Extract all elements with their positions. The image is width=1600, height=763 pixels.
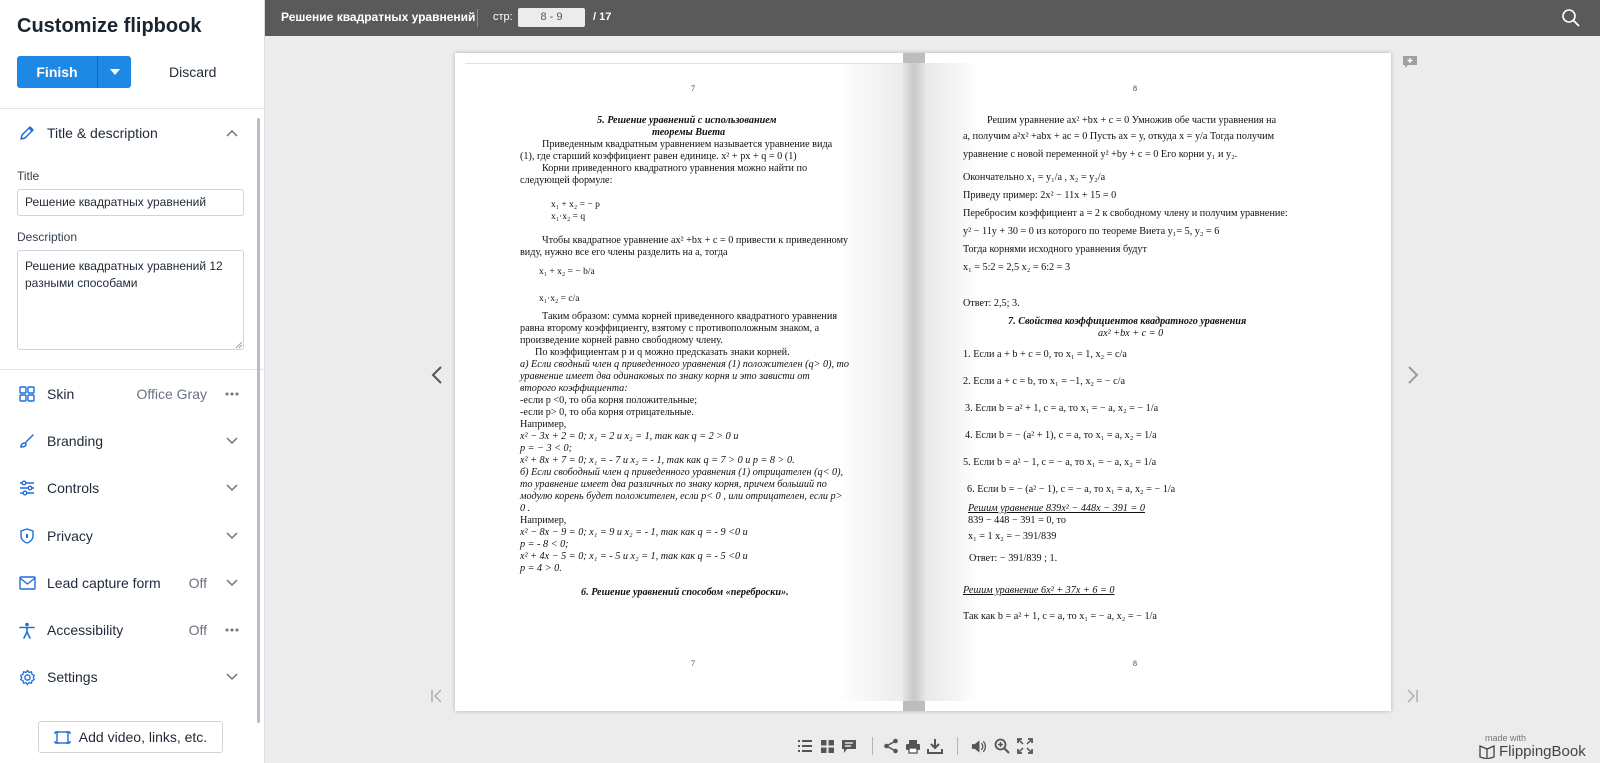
chevron-left-icon <box>431 365 443 385</box>
page-text-line: а) Если сводный член q приведенного уравнения (1) положителен (q> 0), то <box>520 359 850 370</box>
page-text-line: Ответ: − 391/839 ; 1. <box>969 553 1058 564</box>
print-icon <box>905 739 921 754</box>
condition-prefix: 3. Если <box>965 403 1000 414</box>
condition-prefix: 4. Если <box>965 430 1000 441</box>
divider <box>957 737 958 755</box>
condition-link[interactable]: a + b + c = 0 <box>997 349 1049 360</box>
section-lead-capture[interactable] <box>0 563 257 603</box>
list-icon <box>797 739 813 753</box>
page-heading: 6. Решение уравнений способом «переброски». <box>581 587 789 598</box>
more-options-icon[interactable] <box>224 622 240 638</box>
last-page-icon <box>1406 689 1418 703</box>
notes-button[interactable] <box>841 738 857 754</box>
page-text-line: y² − 11y + 30 = 0 из которого по теореме Виета y₁= 5, y₂ = 6 <box>963 226 1220 237</box>
condition-result: , то x₁ = a, x₂ = − 1/a <box>1088 484 1176 495</box>
previous-page-button[interactable] <box>427 360 447 390</box>
chevron-up-icon <box>224 125 240 141</box>
zoom-button[interactable] <box>994 738 1010 754</box>
section-value: Office Gray <box>136 386 207 402</box>
formula-line: x₁ + x₂ = − b/a <box>539 267 595 277</box>
page-number-input[interactable]: 8 - 9 <box>518 8 585 27</box>
condition-prefix: 2. Если <box>963 376 998 387</box>
page-text-line <box>963 611 1157 623</box>
title-field-label: Title <box>17 169 40 183</box>
section-label: Controls <box>47 480 100 496</box>
formula-line: ax² +bx + c = 0 <box>1098 328 1164 339</box>
section-branding[interactable] <box>0 421 257 461</box>
condition-prefix: 1. Если <box>963 349 998 360</box>
thumbnails-icon <box>820 739 835 754</box>
section-controls[interactable] <box>0 468 257 508</box>
chevron-down-icon <box>224 433 240 449</box>
section-label: Accessibility <box>47 622 124 638</box>
sidebar-scrollbar[interactable] <box>257 118 260 723</box>
finish-button[interactable]: Finish <box>17 56 97 88</box>
title-input[interactable]: Решение квадратных уравнений <box>17 189 244 216</box>
condition-prefix: Так как <box>963 611 998 622</box>
divider <box>0 369 264 370</box>
first-page-button[interactable] <box>430 688 444 704</box>
page-text-line: Приведу пример: 2x² − 11x + 15 = 0 <box>963 190 1117 201</box>
page-text-line <box>965 403 1158 415</box>
section-label: Skin <box>47 386 75 402</box>
shield-icon <box>18 527 36 545</box>
page-text-line: а, получим a²x² +abx + ac = 0 Пусть ах = у, откуда x = y/a Тогда получим <box>963 131 1275 142</box>
description-field-label: Description <box>17 230 78 244</box>
page-text-line: Решим уравнение ax² +bx + c = 0 Умножив обе части уравнения на <box>987 115 1277 126</box>
section-label: Lead capture form <box>47 575 161 591</box>
page-text-line: x² + 8x + 7 = 0; x₁ = - 7 и x₂ = - 1, так как q = 7 > 0 и p = 8 > 0. <box>520 455 795 466</box>
condition-prefix: 5. Если <box>963 457 998 468</box>
search-icon[interactable] <box>1561 8 1580 27</box>
brand-name: FlippingBook <box>1499 743 1586 760</box>
condition-link[interactable]: b = a² + 1, c = a <box>999 403 1064 414</box>
brush-icon <box>18 432 36 450</box>
condition-link[interactable]: b = − (a² + 1), c = a <box>999 430 1079 441</box>
page-text-line: По коэффициентам p и q можно предсказать знаки корней. <box>535 347 790 358</box>
fullscreen-button[interactable] <box>1017 738 1033 754</box>
page-text-line: p = − 3 < 0; <box>520 443 573 454</box>
condition-link[interactable]: b = − (a² − 1), c = − a <box>1001 484 1089 495</box>
page-text-line: p = 4 > 0. <box>520 563 562 574</box>
divider <box>872 737 873 755</box>
page-text-line: Например, <box>520 515 567 526</box>
condition-link[interactable]: b = a² − 1, c = − a <box>997 457 1070 468</box>
page-total: / 17 <box>593 11 612 23</box>
page-text-line <box>963 457 1156 469</box>
section-value: Off <box>188 575 207 591</box>
document-title: Решение квадратных уравнений <box>281 10 476 24</box>
next-page-button[interactable] <box>1403 360 1423 390</box>
download-button[interactable] <box>927 738 943 754</box>
page-text-line: произведение корней равно свободному члену. <box>520 335 723 346</box>
section-label: Privacy <box>47 528 93 544</box>
page-text-line: (1), где старший коэффициент равен единице. x² + px + q = 0 (1) <box>520 151 797 162</box>
finish-dropdown-button[interactable] <box>97 56 131 88</box>
flippingbook-logo[interactable] <box>1479 743 1586 760</box>
chevron-right-icon <box>1407 365 1419 385</box>
page-text-line: Решим уравнение 839x² − 448x − 391 = 0 <box>968 503 1145 514</box>
formula-line: x₁·x₂ = q <box>551 212 586 222</box>
table-of-contents-button[interactable] <box>797 738 813 754</box>
grid-icon <box>18 385 36 403</box>
condition-prefix: 6. Если <box>967 484 1002 495</box>
first-page-icon <box>431 689 443 703</box>
book-spine <box>903 53 925 711</box>
page-text-line: уравнение имеет два одинаковых по знаку корня и это зависти от <box>520 371 810 382</box>
section-label: Branding <box>47 433 104 449</box>
gear-icon <box>18 668 36 686</box>
chevron-down-icon <box>224 669 240 685</box>
page-text-line: 839 − 448 − 391 = 0, то <box>968 515 1066 526</box>
page-text-line: то уравнение имеет два различных по знаку корня, причем больший по <box>520 479 827 490</box>
page-text-line <box>963 376 1125 388</box>
page-text-line: x² + 4x − 5 = 0; x₁ = - 5 и x₂ = 1, так как q = - 5 <0 и <box>520 551 748 562</box>
section-accessibility[interactable] <box>0 610 257 650</box>
accessibility-icon <box>18 621 36 639</box>
customize-sidebar <box>0 0 265 763</box>
condition-result: , то x₁ = a, x₂ = 1/a <box>1078 430 1157 441</box>
chevron-down-icon <box>224 528 240 544</box>
condition-link[interactable]: a + c = b <box>997 376 1033 387</box>
mail-icon <box>18 574 36 592</box>
flipbook-spread[interactable] <box>455 53 1391 711</box>
page-text-line: модулю корень будет положителен, если p< 0 , или отрицателен, если p> <box>520 491 843 502</box>
add-video-links-button[interactable] <box>38 721 223 753</box>
page-text-line: Перебросим коэффициент а = 2 к свободному члену и получим уравнение: <box>963 208 1288 219</box>
zoom-in-icon <box>994 738 1010 754</box>
page-text-line: второго коэффициента: <box>520 383 628 394</box>
made-with-label: made with <box>1485 733 1527 743</box>
flippingbook-logo-icon <box>1479 745 1495 759</box>
page-text-line <box>963 349 1127 361</box>
page-text-line: 0 . <box>520 503 531 514</box>
add-bookmark-icon[interactable] <box>1402 55 1418 69</box>
caret-down-icon <box>110 69 120 75</box>
condition-text: b = a² + 1, c = a <box>997 611 1063 622</box>
speaker-icon <box>971 739 987 754</box>
fullscreen-icon <box>1017 738 1033 754</box>
page-text-line: уравнение с новой переменной y² +by + c = 0 Его корни y₁ и y₂. <box>963 149 1238 160</box>
sliders-icon <box>18 479 36 497</box>
chevron-down-icon <box>224 575 240 591</box>
share-button[interactable] <box>883 738 899 754</box>
page-text-line: Решим уравнение 6x² + 37x + 6 = 0 <box>963 585 1115 596</box>
page-text-line: Чтобы квадратное уравнение ax² +bx + c = 0 привести к приведенному <box>542 235 849 246</box>
page-text-line: -если p> 0, то оба корня отрицательные. <box>520 407 694 418</box>
book-spine <box>903 53 925 63</box>
page-text-line: б) Если свободный член q приведенного уравнения (1) отрицателен (q< 0), <box>520 467 844 478</box>
page-text-line: x₁ = 5:2 = 2,5 x₂ = 6:2 = 3 <box>963 262 1071 273</box>
book-spine <box>903 701 925 711</box>
divider <box>477 9 478 27</box>
condition-result: , то x₁ = − a, x₂ = − 1/a <box>1062 611 1157 622</box>
print-button[interactable] <box>905 738 921 754</box>
divider <box>0 108 264 109</box>
finish-button-group <box>17 56 131 88</box>
page-text-line: Таким образом: сумма корней приведенного квадратного уравнения <box>542 311 838 322</box>
thumbnails-button[interactable] <box>819 738 835 754</box>
page-text-line: x² − 3x + 2 = 0; x₁ = 2 и x₂ = 1, так как q = 2 > 0 и <box>520 431 739 442</box>
page-text-line: Корни приведенного квадратного уравнения можно найти по <box>542 163 808 174</box>
page-text-line: виду, нужно все его члены разделить на a, тогда <box>520 247 728 258</box>
section-settings[interactable] <box>0 657 257 697</box>
sidebar-title: Customize flipbook <box>17 15 202 37</box>
page-number: 7 <box>691 659 695 668</box>
discard-button[interactable]: Discard <box>169 64 217 80</box>
page-number: 7 <box>691 84 695 93</box>
section-label: Title & description <box>47 125 158 141</box>
page-text-line: Например, <box>520 419 567 430</box>
page-number: 8 <box>1133 84 1137 93</box>
page-text-line <box>967 484 1175 496</box>
page-text-line: следующей формуле: <box>520 175 613 186</box>
formula-line: x₁·x₂ = c/a <box>539 294 580 304</box>
formula-line: x₁ + x₂ = − p <box>551 200 600 210</box>
condition-result: , то x₁ = − a, x₂ = − 1/a <box>1063 403 1159 414</box>
page-text-line: x² − 8x − 9 = 0; x₁ = 9 и x₂ = - 1, так как q = - 9 <0 и <box>520 527 748 538</box>
sound-button[interactable] <box>971 738 987 754</box>
page-text-line: -если p <0, то оба корня положительные; <box>520 395 698 406</box>
section-value: Off <box>188 622 207 638</box>
more-options-icon[interactable] <box>224 386 240 402</box>
add-button-label: Add video, links, etc. <box>78 729 208 745</box>
flipbook-viewer <box>265 0 1600 763</box>
page-text-line <box>965 430 1157 442</box>
section-title-description[interactable] <box>0 113 257 153</box>
condition-result: , то x₁ = 1, x₂ = c/a <box>1048 349 1127 360</box>
section-privacy[interactable] <box>0 516 257 556</box>
page-label: стр: <box>493 11 513 23</box>
notes-icon <box>841 739 857 754</box>
page-text-line: p = - 8 < 0; <box>520 539 569 550</box>
page-text-line: x₁ = 1 x₂ = − 391/839 <box>968 531 1057 542</box>
viewer-topbar <box>265 0 1600 36</box>
page-text-line: Ответ: 2,5; 3. <box>963 298 1020 309</box>
add-media-icon <box>54 729 71 746</box>
page-number: 8 <box>1133 659 1137 668</box>
page-heading: 7. Свойства коэффициентов квадратного уравнения <box>1008 316 1247 327</box>
last-page-button[interactable] <box>1405 688 1419 704</box>
page-text-line: Приведенным квадратным уравнением называется уравнение вида <box>542 139 833 150</box>
page-text-line: Окончательно x₁ = y₁/a , x₂ = y₂/a <box>963 172 1106 183</box>
section-label: Settings <box>47 669 98 685</box>
page-text-line: равна второму коэффициенту, взятому с противоположным знаком, а <box>520 323 820 334</box>
download-icon <box>927 738 943 754</box>
section-skin[interactable] <box>0 374 257 414</box>
pencil-icon <box>18 124 36 142</box>
page-text-line: Тогда корнями исходного уравнения будут <box>963 244 1147 255</box>
condition-result: , то x₁ = −1, x₂ = − c/a <box>1032 376 1125 387</box>
description-textarea[interactable]: Решение квадратных уравнений 12 разными способами <box>17 250 244 350</box>
condition-result: , то x₁ = − a, x₂ = 1/a <box>1069 457 1157 468</box>
chevron-down-icon <box>224 480 240 496</box>
page-heading: теоремы Виета <box>652 127 726 138</box>
resize-grip-icon[interactable] <box>236 342 243 349</box>
share-icon <box>883 738 899 754</box>
page-heading: 5. Решение уравнений с использованием <box>597 115 777 126</box>
